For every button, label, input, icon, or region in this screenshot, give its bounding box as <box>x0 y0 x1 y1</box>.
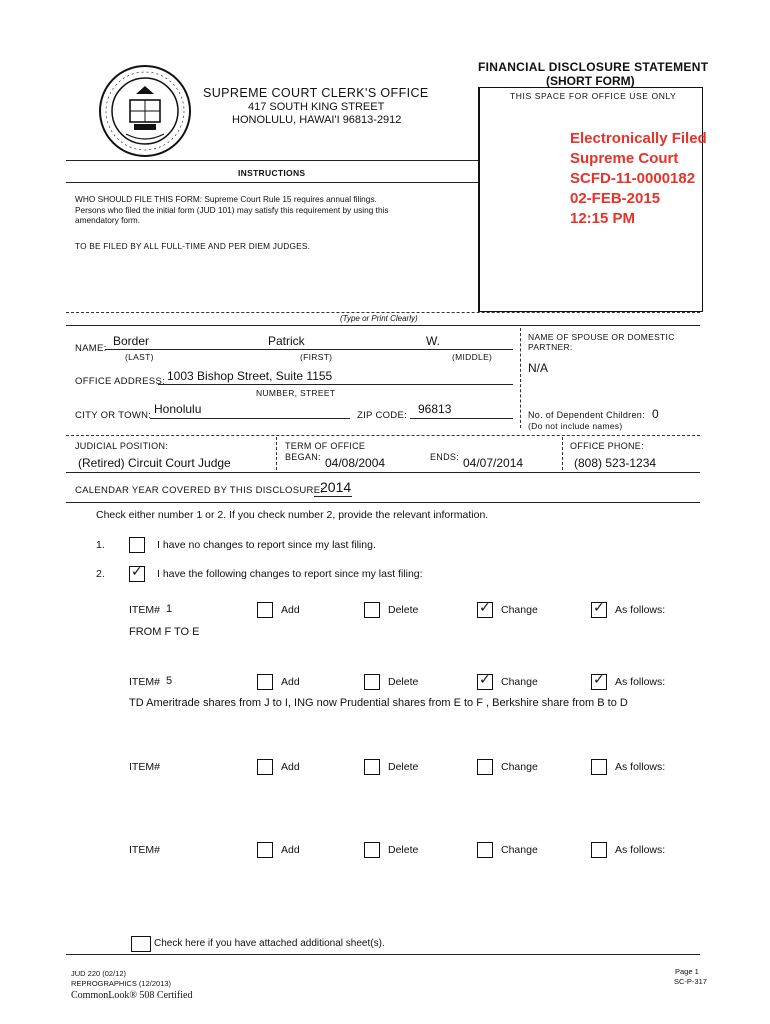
name-label: NAME: <box>75 343 107 354</box>
option-2-number: 2. <box>96 568 105 580</box>
divider <box>66 472 700 473</box>
city-value[interactable]: Honolulu <box>154 402 202 416</box>
instructions-line: WHO SHOULD FILE THIS FORM: Supreme Court Rule 15 requires annual filings. <box>75 194 377 204</box>
spouse-label <box>528 332 675 352</box>
item-number[interactable]: 1 <box>166 603 173 615</box>
office-address-value[interactable]: 1003 Bishop Street, Suite 1155 <box>167 369 333 383</box>
check-mark-icon: ✓ <box>131 564 143 580</box>
stamp-line: 02-FEB-2015 <box>570 190 661 207</box>
judicial-position-value[interactable]: (Retired) Circuit Court Judge <box>78 456 231 470</box>
city-label: CITY OR TOWN: <box>75 410 152 421</box>
divider <box>66 312 700 313</box>
zip-value[interactable]: 96813 <box>418 402 452 416</box>
last-caption: (LAST) <box>125 352 154 362</box>
attached-sheets-text: Check here if you have attached additional sheet(s). <box>154 938 385 949</box>
delete-checkbox[interactable] <box>364 842 380 858</box>
check-mark-icon: ✓ <box>593 672 605 688</box>
began-value[interactable]: 04/08/2004 <box>325 456 386 470</box>
spouse-value[interactable]: N/A <box>528 361 549 375</box>
middle-caption: (MIDDLE) <box>452 352 493 362</box>
changes-instruction: Check either number 1 or 2. If you check number 2, provide the relevant information. <box>96 509 489 521</box>
change-checkbox[interactable] <box>477 602 493 618</box>
office-use-label: THIS SPACE FOR OFFICE USE ONLY <box>510 91 677 101</box>
zip-underline <box>410 418 513 419</box>
as-follows-label: As follows: <box>615 676 666 688</box>
middle-name-value[interactable]: W. <box>426 334 440 348</box>
divider <box>66 182 478 183</box>
item-description[interactable]: TD Ameritrade shares from J to I, ING now Prudential shares from E to F , Berkshire share from B to D <box>129 697 628 709</box>
option-1-text: I have no changes to report since my last filing. <box>157 539 376 551</box>
court-seal-logo <box>98 64 192 158</box>
divider <box>66 325 700 326</box>
instructions-line: amendatory form. <box>75 215 141 225</box>
add-checkbox[interactable] <box>257 602 273 618</box>
page-number: Page 1 <box>675 967 699 976</box>
term-label: TERM OF OFFICE <box>285 441 366 451</box>
delete-checkbox[interactable] <box>364 602 380 618</box>
as-follows-label: As follows: <box>615 844 666 856</box>
stamp-line: 12:15 PM <box>570 210 636 227</box>
office-phone-label: OFFICE PHONE: <box>570 441 644 451</box>
add-label: Add <box>281 844 300 856</box>
add-label: Add <box>281 676 300 688</box>
dependents-note: (Do not include names) <box>528 421 623 431</box>
year-underline <box>314 496 352 497</box>
office-address-line1: 417 SOUTH KING STREET <box>248 101 385 113</box>
option-2-checkbox[interactable] <box>129 566 145 582</box>
check-mark-icon: ✓ <box>479 600 491 616</box>
as-follows-checkbox[interactable] <box>591 602 607 618</box>
divider <box>66 954 700 955</box>
delete-label: Delete <box>388 844 419 856</box>
office-address-label: OFFICE ADDRESS: <box>75 376 166 387</box>
add-label: Add <box>281 604 300 616</box>
reprographics-code: REPROGRAPHICS (12/2013) <box>71 979 172 988</box>
city-underline <box>150 418 350 419</box>
change-checkbox[interactable] <box>477 674 493 690</box>
as-follows-checkbox[interactable] <box>591 674 607 690</box>
item-label: ITEM# <box>129 604 160 616</box>
item-label: ITEM# <box>129 676 160 688</box>
as-follows-checkbox[interactable] <box>591 759 607 775</box>
column-divider <box>276 437 277 470</box>
change-checkbox[interactable] <box>477 759 493 775</box>
calendar-year-label: CALENDAR YEAR COVERED BY THIS DISCLOSURE: <box>75 485 324 496</box>
delete-checkbox[interactable] <box>364 674 380 690</box>
divider <box>66 435 700 436</box>
as-follows-label: As follows: <box>615 604 666 616</box>
form-code: JUD 220 (02/12) <box>71 969 127 978</box>
dependents-value[interactable]: 0 <box>652 407 659 421</box>
instructions-line: Persons who filed the initial form (JUD 101) may satisfy this requirement by using this <box>75 204 389 215</box>
divider <box>66 502 700 503</box>
change-checkbox[interactable] <box>477 842 493 858</box>
option-1-checkbox[interactable] <box>129 537 145 553</box>
stamp-line: Supreme Court <box>570 150 679 167</box>
spouse-label-line: PARTNER: <box>528 342 573 352</box>
ends-label: ENDS: <box>430 452 460 462</box>
as-follows-checkbox[interactable] <box>591 842 607 858</box>
judicial-position-label: JUDICIAL POSITION: <box>75 441 169 451</box>
item-description[interactable]: FROM F TO E <box>129 626 200 638</box>
item-label: ITEM# <box>129 844 160 856</box>
office-address-line2: HONOLULU, HAWAI'I 96813-2912 <box>232 114 402 126</box>
first-name-value[interactable]: Patrick <box>268 334 305 348</box>
last-name-value[interactable]: Border <box>113 334 150 348</box>
change-label: Change <box>501 761 538 773</box>
stamp-line: Electronically Filed <box>570 130 707 147</box>
change-label: Change <box>501 676 538 688</box>
ends-value[interactable]: 04/07/2014 <box>463 456 524 470</box>
name-underline <box>105 349 513 350</box>
spouse-label-line: NAME OF SPOUSE OR DOMESTIC <box>528 332 675 342</box>
change-label: Change <box>501 844 538 856</box>
delete-label: Delete <box>388 761 419 773</box>
filing-stamp <box>570 129 707 229</box>
began-label: BEGAN: <box>285 452 321 462</box>
column-divider <box>562 437 563 470</box>
add-checkbox[interactable] <box>257 759 273 775</box>
delete-checkbox[interactable] <box>364 759 380 775</box>
add-checkbox[interactable] <box>257 674 273 690</box>
instructions-text <box>75 194 475 226</box>
item-number[interactable]: 5 <box>166 675 173 687</box>
option-1-number: 1. <box>96 539 105 551</box>
stamp-line: SCFD-11-0000182 <box>570 170 696 187</box>
change-label: Change <box>501 604 538 616</box>
divider <box>66 160 478 161</box>
column-divider <box>520 328 521 428</box>
commonlook-certification: CommonLook® 508 Certified <box>71 990 193 1001</box>
check-mark-icon: ✓ <box>479 672 491 688</box>
check-mark-icon: ✓ <box>593 600 605 616</box>
type-note: (Type or Print Clearly) <box>340 314 418 323</box>
instructions-heading: INSTRUCTIONS <box>238 168 306 178</box>
delete-label: Delete <box>388 604 419 616</box>
attached-sheets-checkbox[interactable] <box>131 936 151 952</box>
number-street-caption: NUMBER, STREET <box>256 388 336 398</box>
first-caption: (FIRST) <box>300 352 333 362</box>
form-title: FINANCIAL DISCLOSURE STATEMENT <box>478 60 709 74</box>
as-follows-label: As follows: <box>615 761 666 773</box>
sc-form-code: SC-P-317 <box>674 977 707 986</box>
zip-label: ZIP CODE: <box>357 410 408 421</box>
office-phone-value[interactable]: (808) 523-1234 <box>574 456 657 470</box>
form-subtitle: (SHORT FORM) <box>546 74 635 88</box>
add-label: Add <box>281 761 300 773</box>
add-checkbox[interactable] <box>257 842 273 858</box>
item-label: ITEM# <box>129 761 160 773</box>
filing-requirement: TO BE FILED BY ALL FULL-TIME AND PER DIEM JUDGES. <box>75 241 311 251</box>
dependents-label: No. of Dependent Children: <box>528 410 645 420</box>
option-2-text: I have the following changes to report since my last filing: <box>157 568 423 580</box>
calendar-year-value[interactable]: 2014 <box>320 479 352 495</box>
delete-label: Delete <box>388 676 419 688</box>
address-underline <box>158 384 513 385</box>
office-name: SUPREME COURT CLERK'S OFFICE <box>203 86 429 100</box>
